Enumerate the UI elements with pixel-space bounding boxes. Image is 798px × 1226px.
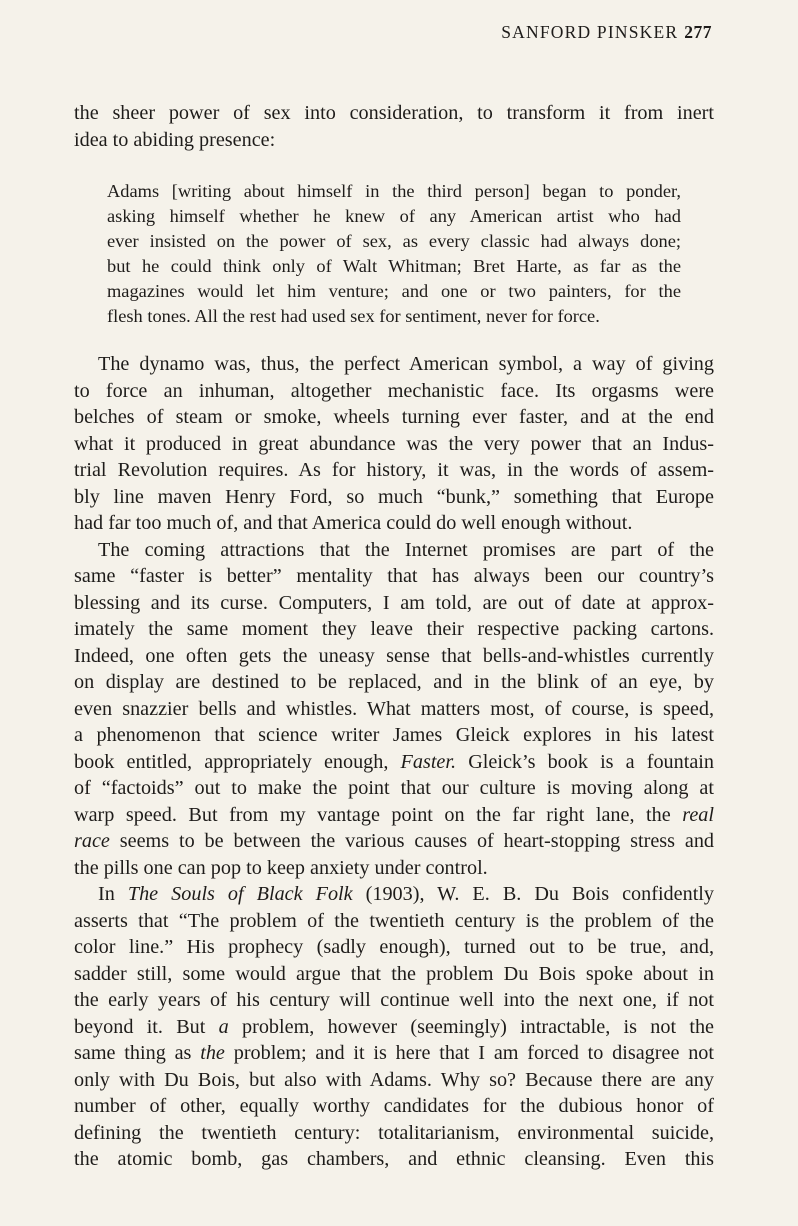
text-line: bly line maven Henry Ford, so much “bunk,” something that Europe — [74, 485, 714, 508]
text-fragment: (1903), W. E. B. Du Bois confidently — [365, 883, 715, 905]
text-line: even snazzier bells and whistles. What matters most, of course, is speed, — [74, 697, 714, 720]
text-line: Indeed, one often gets the uneasy sense that bells-and-whistles currently — [74, 644, 714, 667]
text-line: color line.” His prophecy (sadly enough), turned out to be true, and, — [74, 936, 714, 958]
text-line: the atomic bomb, gas chambers, and ethnic cleansing. Even this — [74, 1148, 714, 1170]
text-line: defining the twentieth century: totalitarianism, environmental suicide, — [74, 1121, 714, 1144]
text-line: of “factoids” out to make the point that our culture is moving along at — [74, 777, 714, 799]
text-line — [74, 828, 714, 855]
text-fragment: problem; and it is here that I am forced to disagree not — [233, 1042, 715, 1064]
text-line — [74, 802, 714, 829]
text-fragment: problem, however (seemingly) intractable, is not the — [242, 1015, 714, 1038]
page-number: 277 — [684, 22, 712, 42]
text-line: what it produced in great abundance was the very power that an Indus- — [74, 432, 714, 455]
italic-word: a — [218, 1015, 229, 1038]
italic-word: race — [74, 830, 110, 852]
text-line — [74, 749, 714, 776]
text-line: the sheer power of sex into consideration, to transform it from inert — [74, 102, 714, 124]
quote-line: Adams [writing about himself in the third person] began to ponder, — [107, 181, 681, 201]
quote-line: asking himself whether he knew of any American artist who had — [107, 206, 681, 226]
text-line: the pills one can pop to keep anxiety under control. — [74, 856, 488, 879]
text-line: a phenomenon that science writer James Gleick explores in his latest — [74, 724, 714, 746]
text-line: blessing and its curse. Computers, I am told, are out of date at approx- — [74, 591, 714, 614]
text-line: idea to abiding presence: — [74, 128, 276, 151]
header-author: SANFORD PINSKER — [501, 22, 679, 42]
text-line: the early years of his century will continue well into the next one, if not — [74, 989, 714, 1011]
text-line: same “faster is better” mentality that has always been our country’s — [74, 565, 714, 587]
text-line: sadder still, some would argue that the problem Du Bois spoke about in — [74, 962, 714, 985]
body-text — [74, 100, 714, 1173]
text-fragment: seems to be between the various causes of heart-stopping stress and — [119, 830, 715, 852]
text-line — [74, 881, 714, 908]
text-fragment: same thing as — [74, 1042, 192, 1064]
block-quote — [74, 179, 714, 329]
running-header — [501, 22, 712, 43]
text-line: number of other, equally worthy candidates for the dubious honor of — [74, 1095, 714, 1117]
text-line: trial Revolution requires. As for history, it was, in the words of assem- — [74, 459, 714, 481]
text-fragment: warp speed. But from my vantage point on the far right lane, the — [74, 803, 671, 826]
text-fragment: book entitled, appropriately enough, — [74, 750, 389, 773]
text-line: asserts that “The problem of the twentieth century is the problem of the — [74, 909, 714, 932]
text-line — [74, 1040, 714, 1067]
quote-line: magazines would let him venture; and one or two painters, for the — [107, 281, 681, 301]
text-line — [74, 1014, 714, 1041]
text-fragment: beyond it. But — [74, 1015, 206, 1038]
quote-line: but he could think only of Walt Whitman; Bret Harte, as far as the — [107, 256, 681, 276]
text-line: on display are destined to be replaced, and in the blink of an eye, by — [74, 671, 714, 693]
italic-word: real — [682, 803, 714, 826]
text-fragment: Gleick’s book is a fountain — [468, 750, 715, 773]
book-title-faster: Faster. — [400, 750, 457, 773]
text-line: only with Du Bois, but also with Adams. Why so? Because there are any — [74, 1068, 714, 1091]
text-fragment: In — [98, 883, 115, 905]
text-line: had far too much of, and that America could do well enough without. — [74, 512, 633, 534]
quote-line: ever insisted on the power of sex, as every classic had always done; — [107, 231, 681, 251]
text-line: imately the same moment they leave their respective packing cartons. — [74, 618, 714, 640]
quote-line: flesh tones. All the rest had used sex for sentiment, never for force. — [107, 306, 600, 326]
text-line: to force an inhuman, altogether mechanistic face. Its orgasms were — [74, 379, 714, 402]
text-line: belches of steam or smoke, wheels turning ever faster, and at the end — [74, 406, 714, 428]
text-line: The coming attractions that the Internet promises are part of the — [98, 538, 714, 561]
book-title-souls: The Souls of Black Folk — [127, 883, 353, 905]
text-line: The dynamo was, thus, the perfect American symbol, a way of giving — [98, 353, 714, 375]
italic-word: the — [200, 1042, 225, 1064]
